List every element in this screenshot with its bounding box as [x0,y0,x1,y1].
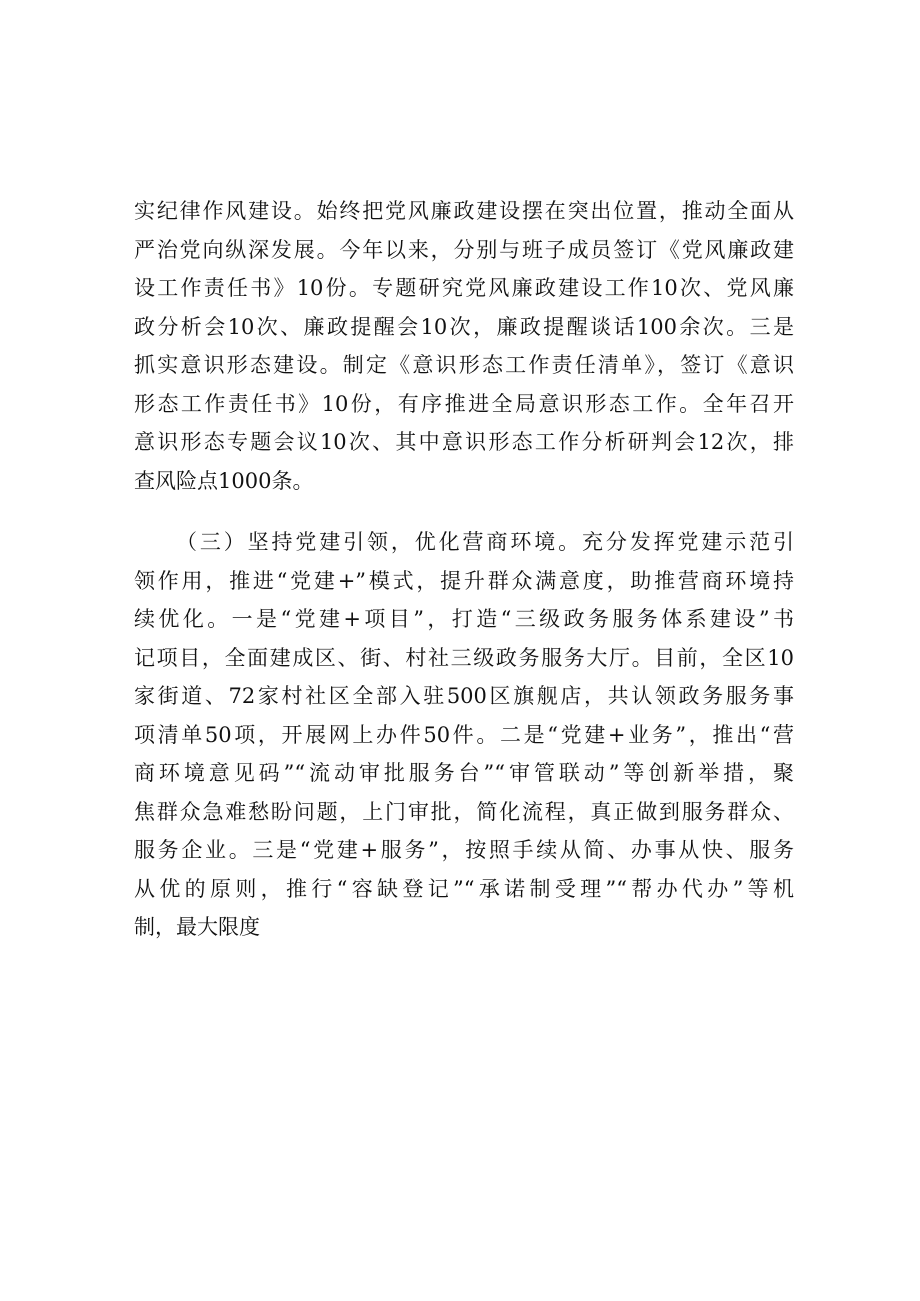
text-line: 焦群众急难愁盼问题，上门审批，简化流程，真正做到服务群众、 [134,799,794,824]
text-line: 服务企业。三是“党建+服务”，按照手续从简、办事从快、服务 [134,838,794,862]
text-line: 项清单50项，开展网上办件50件。二是“党建+业务”，推出“营 [134,722,794,747]
text-line-indented: （三）坚持党建引领，优化营商环境。充分发挥党建示范引 [176,530,794,554]
text-line: 形态工作责任书》10份，有序推进全局意识形态工作。全年召开 [134,391,794,416]
paragraph-2 [134,523,794,947]
text-line: 严治党向纵深发展。今年以来，分别与班子成员签订《党风廉政建 [134,237,794,262]
text-line: 意识形态专题会议10次、其中意识形态工作分析研判会12次，排 [134,430,794,454]
text-line: 制，最大限度 [134,915,260,939]
text-line: 实纪律作风建设。始终把党风廉政建设摆在突出位置，推动全面从 [134,199,794,223]
text-line: 抓实意识形态建设。制定《意识形态工作责任清单》，签订《意识 [134,353,794,377]
text-line: 政分析会10次、廉政提醒会10次，廉政提醒谈话100余次。三是 [134,314,794,339]
text-line: 设工作责任书》10份。专题研究党风廉政建设工作10次、党风廉 [134,276,794,300]
text-line: 从优的原则，推行“容缺登记”“承诺制受理”“帮办代办”等机 [134,876,794,901]
paragraph-spacer [134,500,794,523]
paragraph-1 [134,192,794,500]
text-line: 记项目，全面建成区、街、村社三级政务服务大厅。目前，全区10 [134,645,794,670]
text-line: 领作用，推进“党建+”模式，提升群众满意度，助推营商环境持 [134,568,794,593]
text-line: 商环境意见码”“流动审批服务台”“审管联动”等创新举措，聚 [134,761,794,785]
text-line: 家街道、72家村社区全部入驻500区旗舰店，共认领政务服务事 [134,684,794,708]
text-line: 查风险点1000条。 [134,468,314,493]
document-body [134,192,794,947]
text-line: 续优化。一是“党建+项目”，打造“三级政务服务体系建设”书 [134,607,794,631]
